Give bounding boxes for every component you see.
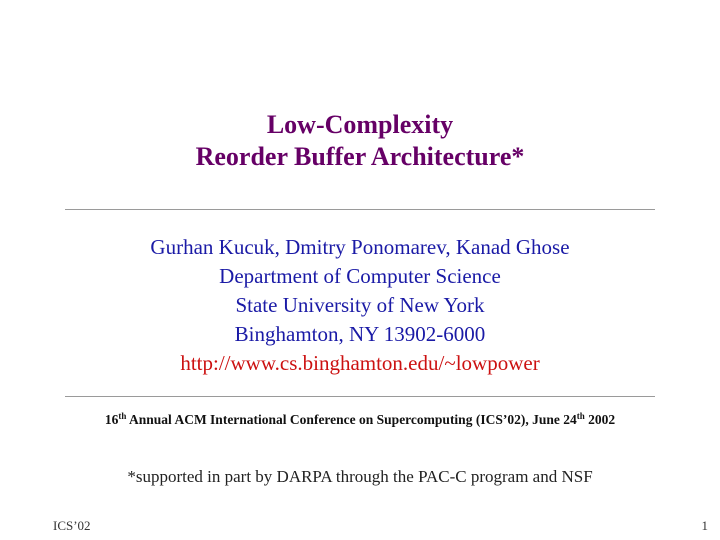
ordinal-suffix: th bbox=[118, 411, 127, 421]
slide-title-line1: Low-Complexity bbox=[266, 110, 454, 139]
page-number: 1 bbox=[701, 518, 708, 533]
conference-ordinal: 16 bbox=[104, 412, 119, 427]
university: State University of New York bbox=[235, 293, 485, 317]
slide-title-line2: Reorder Buffer Architecture* bbox=[195, 142, 525, 171]
project-url-link[interactable]: http://www.cs.binghamton.edu/~lowpower bbox=[180, 351, 540, 375]
footer-conference-label: ICS’02 bbox=[53, 518, 91, 533]
divider-top bbox=[65, 209, 655, 210]
conference-year: 2002 bbox=[584, 412, 616, 427]
address: Binghamton, NY 13902-6000 bbox=[234, 322, 486, 346]
divider-bottom bbox=[65, 396, 655, 397]
date-suffix: th bbox=[576, 411, 585, 421]
conference-name: Annual ACM International Conference on Supercomputing (ICS’02), June 24 bbox=[126, 412, 577, 427]
authors: Gurhan Kucuk, Dmitry Ponomarev, Kanad Ghose bbox=[150, 235, 570, 259]
conference-line bbox=[0, 411, 720, 429]
department: Department of Computer Science bbox=[219, 264, 501, 288]
funding-footnote: *supported in part by DARPA through the PAC-C program and NSF bbox=[127, 467, 593, 486]
